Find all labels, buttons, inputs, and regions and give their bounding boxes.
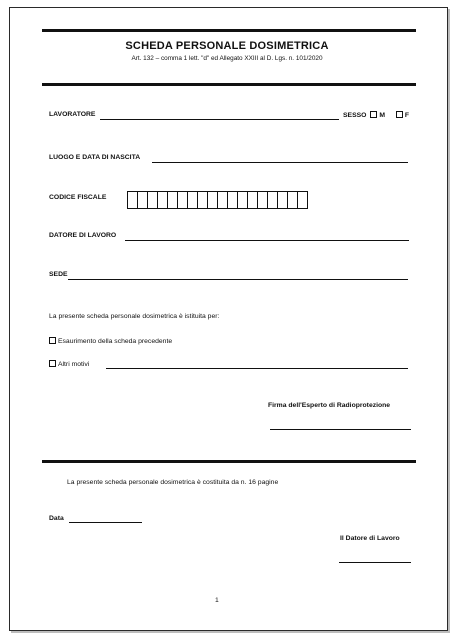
datore-firma-field[interactable] (339, 562, 411, 563)
header-bottom-rule (42, 83, 416, 86)
pagine-statement: La presente scheda personale dosimetrica è costituita da n. 16 pagine (67, 479, 279, 486)
luogo-data-nascita-field[interactable] (152, 162, 408, 163)
lavoratore-field[interactable] (100, 119, 339, 120)
data-field[interactable] (69, 522, 142, 523)
data-label: Data (49, 515, 64, 522)
datore-field[interactable] (125, 240, 409, 241)
option-esaurimento (49, 337, 172, 345)
top-rule (42, 29, 416, 32)
datore-firma-label: Il Datore di Lavoro (340, 535, 400, 542)
firma-esperto-field[interactable] (270, 429, 411, 430)
sede-label: SEDE (49, 271, 68, 278)
codice-fiscale-grid[interactable] (127, 191, 308, 209)
sesso-m-label: M (379, 112, 385, 119)
luogo-data-nascita-label: LUOGO E DATA DI NASCITA (49, 154, 141, 161)
esaurimento-label: Esaurimento della scheda precedente (58, 338, 173, 345)
esaurimento-checkbox[interactable] (49, 337, 56, 344)
section-divider (42, 460, 416, 463)
sesso-m-checkbox[interactable] (370, 111, 377, 118)
sesso-f-label: F (404, 112, 410, 119)
document-subtitle: Art. 132 – comma 1 lett. "d" ed Allegato XXIII al D. Lgs. n. 101/2020 (131, 55, 323, 62)
altri-motivi-checkbox[interactable] (49, 360, 56, 367)
altri-motivi-field[interactable] (106, 368, 408, 369)
sesso-f-checkbox[interactable] (396, 111, 403, 118)
lavoratore-label: LAVORATORE (49, 111, 96, 118)
datore-label: DATORE DI LAVORO (49, 232, 117, 239)
firma-esperto-label: Firma dell'Esperto di Radioprotezione (268, 402, 391, 409)
codice-fiscale-cell[interactable] (297, 191, 308, 209)
sede-field[interactable] (68, 279, 408, 280)
sesso-label-text: SESSO (343, 112, 367, 119)
option-altri-motivi (49, 360, 89, 368)
sesso-label (343, 111, 409, 119)
page-number: 1 (215, 597, 219, 604)
codice-fiscale-label: CODICE FISCALE (49, 194, 107, 201)
istituzione-intro: La presente scheda personale dosimetrica è istituita per: (49, 313, 220, 320)
altri-motivi-label: Altri motivi (58, 361, 90, 368)
document-title: SCHEDA PERSONALE DOSIMETRICA (125, 40, 329, 52)
